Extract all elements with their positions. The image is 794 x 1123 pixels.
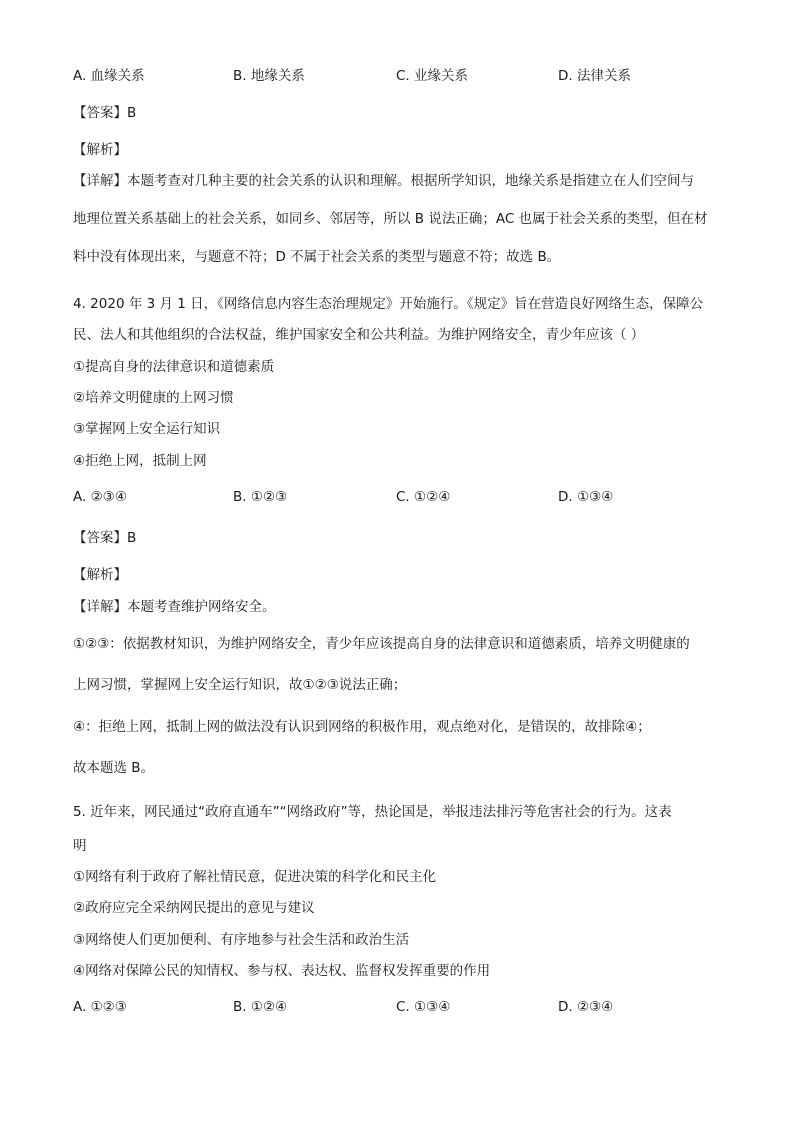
q4-option-b: B. ①②③	[233, 489, 288, 505]
q3-detail-line-2: 地理位置关系基础上的社会关系，如同乡、邻居等，所以 B 说法正确；AC 也属于社会关系的类型，但在材	[73, 211, 708, 227]
q4-option-c: C. ①②④	[396, 489, 451, 505]
q4-option-a: A. ②③④	[73, 489, 127, 505]
q4-item-3: ③掌握网上安全运行知识	[73, 421, 221, 437]
q3-option-d: D. 法律关系	[558, 68, 631, 84]
q5-stem-line-2: 明	[73, 838, 87, 854]
q3-option-b: B. 地缘关系	[233, 68, 305, 84]
q4-detail-line-3: 上网习惯，掌握网上安全运行知识，故①②③说法正确；	[73, 677, 407, 693]
q4-item-2: ②培养文明健康的上网习惯	[73, 390, 234, 406]
q4-answer: 【答案】B	[73, 530, 137, 546]
q5-item-2: ②政府应完全采纳网民提出的意见与建议	[73, 900, 315, 916]
q3-option-a: A. 血缘关系	[73, 68, 145, 84]
q5-item-3: ③网络使人们更加便利、有序地参与社会生活和政治生活	[73, 932, 410, 948]
q5-option-a: A. ①②③	[73, 999, 127, 1015]
q5-item-1: ①网络有利于政府了解社情民意，促进决策的科学化和民主化	[73, 869, 437, 885]
q3-analysis-label: 【解析】	[73, 142, 127, 158]
q4-item-1: ①提高自身的法律意识和道德素质	[73, 359, 275, 375]
q3-detail-line-3: 料中没有体现出来，与题意不符；D 不属于社会关系的类型与题意不符；故选 B。	[73, 249, 561, 265]
q3-answer: 【答案】B	[73, 105, 137, 121]
q5-option-b: B. ①②④	[233, 999, 288, 1015]
q5-item-4: ④网络对保障公民的知情权、参与权、表达权、监督权发挥重要的作用	[73, 963, 491, 979]
q3-option-c: C. 业缘关系	[396, 68, 469, 84]
q4-stem-line-1: 4. 2020 年 3 月 1 日，《网络信息内容生态治理规定》开始施行。《规定》旨在营造良好网络生态，保障公	[73, 296, 704, 312]
q5-option-d: D. ②③④	[558, 999, 614, 1015]
q5-option-c: C. ①③④	[396, 999, 451, 1015]
q4-stem-line-2: 民、法人和其他组织的合法权益，维护国家安全和公共利益。为维护网络安全，青少年应该（ ）	[73, 327, 645, 343]
q3-detail-line-1: 【详解】本题考查对几种主要的社会关系的认识和理解。根据所学知识，地缘关系是指建立在人们空间与	[73, 173, 694, 189]
q4-detail-line-4: ④：拒绝上网，抵制上网的做法没有认识到网络的积极作用，观点绝对化，是错误的，故排除④；	[73, 719, 651, 735]
q4-detail-line-1: 【详解】本题考查维护网络安全。	[73, 599, 276, 615]
q4-item-4: ④拒绝上网，抵制上网	[73, 453, 207, 469]
q4-option-d: D. ①③④	[558, 489, 614, 505]
q5-stem-line-1: 5. 近年来，网民通过“政府直通车”“网络政府”等，热论国是，举报违法排污等危害社会的行为。这表	[73, 804, 672, 820]
q4-analysis-label: 【解析】	[73, 567, 127, 583]
q4-detail-line-5: 故本题选 B。	[73, 760, 155, 776]
q4-detail-line-2: ①②③：依据教材知识，为维护网络安全，青少年应该提高自身的法律意识和道德素质，培养文明健康的	[73, 636, 690, 652]
